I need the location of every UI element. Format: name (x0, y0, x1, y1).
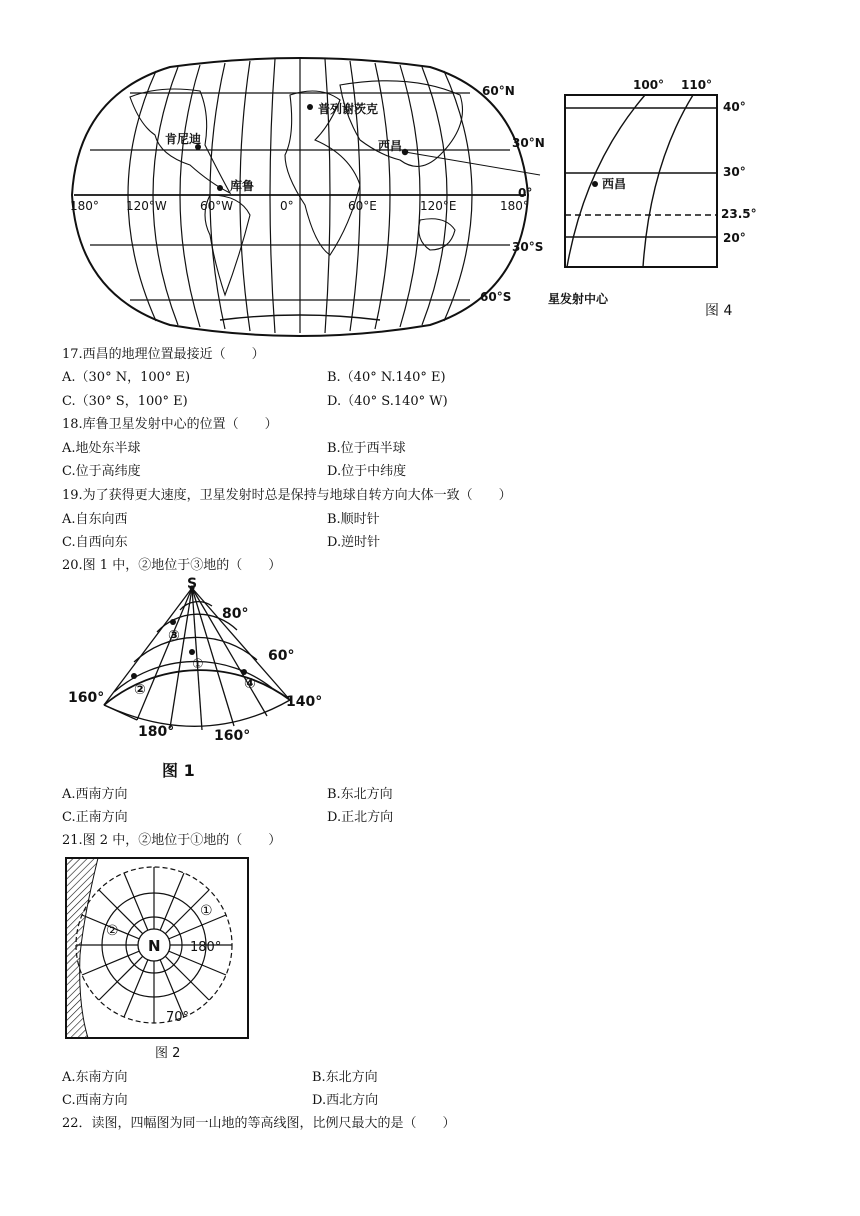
fig1-point-3: ③ (168, 628, 180, 644)
fig1-label-80: 80° (222, 606, 249, 622)
fig2-point-2: ② (106, 923, 119, 939)
q19-option-d[interactable]: D.逆时针 (327, 535, 381, 550)
q17-stem: 17.西昌的地理位置最接近（ ） (62, 347, 265, 362)
fig4-label-110: 110° (681, 78, 713, 92)
q21-option-b[interactable]: B.东北方向 (312, 1070, 378, 1085)
q19-option-a[interactable]: A.自东向西 (62, 512, 128, 527)
label-180w: 180° (70, 199, 99, 213)
label-120e: 120°E (420, 199, 457, 213)
q18-option-d[interactable]: D.位于中纬度 (327, 464, 407, 479)
fig1-point-1: ① (192, 657, 204, 672)
label-0-meridian: 0° (280, 199, 294, 213)
q18-option-b[interactable]: B.位于西半球 (327, 441, 406, 456)
fig4-label-100: 100° (633, 78, 665, 92)
q20-option-b[interactable]: B.东北方向 (327, 787, 393, 802)
fig4-label-40: 40° (723, 100, 746, 114)
label-120w: 120°W (126, 199, 167, 213)
fig1-label-180: 180° (138, 724, 175, 740)
fig2-land-hatch (66, 858, 98, 1038)
label-30s: 30°S (512, 240, 544, 254)
label-plesetsk: 普列谢茨克 (318, 102, 379, 116)
fig4-label-20: 20° (723, 231, 746, 245)
q17-option-c[interactable]: C.（30° S，100° E) (62, 394, 188, 409)
q21-option-a[interactable]: A.东南方向 (62, 1070, 128, 1085)
label-180e: 180° (500, 199, 529, 213)
fig1-label-160-bottom: 160° (214, 728, 251, 744)
label-0: 0° (518, 186, 533, 200)
fig4-inset (545, 75, 765, 325)
fig4-label-23-5: 23.5° (721, 207, 757, 221)
q22-stem: 22．读图，四幅图为同一山地的等高线图，比例尺最大的是（ ） (62, 1116, 456, 1131)
fig1-point-2: ② (134, 682, 146, 698)
inset-pointer-line (405, 152, 540, 175)
fig1-label-140: 140° (286, 694, 323, 710)
q19-option-b[interactable]: B.顺时针 (327, 512, 380, 527)
q17-option-a[interactable]: A.（30° N，100° E) (62, 370, 191, 385)
world-map-figure (60, 55, 545, 340)
q19-option-c[interactable]: C.自西向东 (62, 535, 128, 550)
fig1-point-4: ④ (244, 676, 256, 692)
fig4-xichang-label: 西昌 (602, 177, 627, 191)
q18-option-a[interactable]: A.地处东半球 (62, 441, 141, 456)
kourou-marker (217, 185, 223, 191)
fig2-point-1: ① (200, 903, 213, 919)
fig1-caption: 图 1 (162, 761, 195, 780)
label-30n: 30°N (512, 136, 545, 150)
fig4-caption-left: 星发射中心 (548, 292, 609, 306)
fig4-xichang-marker (592, 181, 598, 187)
label-60e: 60°E (348, 199, 377, 213)
q18-option-c[interactable]: C.位于高纬度 (62, 464, 141, 479)
label-60w: 60°W (200, 199, 234, 213)
q17-option-b[interactable]: B.（40° N.140° E) (327, 370, 446, 385)
fig4-caption-right: 图 4 (705, 303, 733, 319)
fig4-frame (565, 95, 717, 267)
fig2-label-70: 70° (166, 1010, 190, 1025)
fig1-pole-label: S (187, 576, 198, 592)
label-60s: 60°S (480, 290, 512, 304)
fig2-figure (62, 855, 262, 1063)
plesetsk-marker (307, 104, 313, 110)
q20-stem: 20.图 1 中，②地位于③地的（ ） (62, 558, 282, 573)
q21-option-d[interactable]: D.西北方向 (312, 1093, 379, 1108)
fig1-label-160-left: 160° (68, 690, 105, 706)
label-kourou: 库鲁 (230, 179, 255, 193)
fig2-label-180: 180° (190, 940, 222, 955)
q17-option-d[interactable]: D.（40° S.140° W) (327, 394, 448, 409)
fig2-pole-label: N (148, 937, 161, 955)
q20-option-a[interactable]: A.西南方向 (62, 787, 128, 802)
label-canaveral: 肯尼迪 (165, 132, 202, 146)
q20-option-c[interactable]: C.正南方向 (62, 810, 128, 825)
fig1-figure (62, 576, 332, 785)
q18-stem: 18.库鲁卫星发射中心的位置（ ） (62, 417, 278, 432)
q21-stem: 21.图 2 中，②地位于①地的（ ） (62, 833, 282, 848)
label-60n: 60°N (482, 84, 515, 98)
q21-option-c[interactable]: C.西南方向 (62, 1093, 128, 1108)
q19-stem: 19.为了获得更大速度，卫星发射时总是保持与地球自转方向大体一致（ ） (62, 488, 512, 503)
fig1-label-60: 60° (268, 648, 295, 664)
q20-option-d[interactable]: D.正北方向 (327, 810, 394, 825)
label-xichang: 西昌 (378, 139, 403, 153)
fig2-caption: 图 2 (155, 1046, 181, 1061)
fig4-label-30: 30° (723, 165, 746, 179)
